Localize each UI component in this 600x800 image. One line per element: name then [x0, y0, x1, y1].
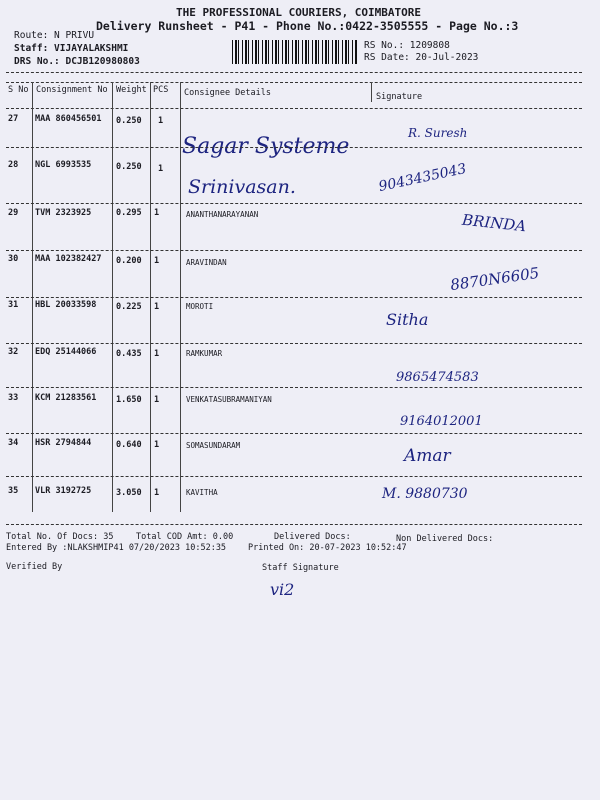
col-sno: S No	[8, 85, 29, 95]
row-sno: 33	[8, 393, 19, 403]
row-consignment: HBL 20033598	[35, 300, 97, 310]
handwritten-consignee: Srinivasan.	[188, 176, 296, 198]
signature: 9164012001	[400, 414, 483, 429]
total-docs: Total No. Of Docs: 35	[6, 532, 114, 542]
row-consignment: KCM 21283561	[35, 393, 97, 403]
consignee: KAVITHA	[186, 488, 218, 497]
signature: 9865474583	[396, 370, 479, 385]
signature: 8870N6605	[449, 263, 541, 295]
signature: R. Suresh	[408, 126, 468, 140]
row-pcs: 1	[154, 256, 160, 266]
row-pcs: 1	[154, 395, 160, 405]
row-pcs: 1	[154, 208, 160, 218]
signature: 9043435043	[377, 160, 468, 196]
non-delivered-docs: Non Delivered Docs:	[396, 534, 494, 544]
row-weight: 0.295	[116, 208, 142, 218]
runsheet-title: Delivery Runsheet - P41 - Phone No.:0422-3505555 - Page No.:3	[96, 19, 519, 33]
row-sno: 31	[8, 300, 19, 310]
row-sno: 29	[8, 208, 19, 218]
row-pcs: 1	[154, 349, 160, 359]
verified-by: Verified By	[6, 562, 63, 572]
row-consignment: VLR 3192725	[35, 486, 92, 496]
row-weight: 0.200	[116, 256, 142, 266]
row-consignment: EDQ 25144066	[35, 347, 97, 357]
entered-by: Entered By :NLAKSHMIP41 07/20/2023 10:52:35	[6, 543, 227, 553]
signature: BRINDA	[461, 210, 527, 236]
drs-number: DRS No.: DCJB120980803	[14, 56, 140, 67]
row-sno: 35	[8, 486, 19, 496]
staff-signature-label: Staff Signature	[262, 563, 339, 573]
delivered-docs: Delivered Docs:	[274, 532, 351, 542]
col-weight: Weight	[116, 85, 147, 95]
rs-number: RS No.: 1209808	[364, 40, 450, 51]
rs-date: RS Date: 20-Jul-2023	[364, 52, 479, 63]
consignee: ARAVINDAN	[186, 258, 227, 267]
row-consignment: TVM 2323925	[35, 208, 92, 218]
row-consignment: MAA 860456501	[35, 114, 102, 124]
route: Route: N PRIVU	[14, 30, 95, 41]
signature: M. 9880730	[382, 486, 468, 502]
printed-on: Printed On: 20-07-2023 10:52:47	[248, 543, 407, 553]
row-sno: 30	[8, 254, 19, 264]
row-sno: 32	[8, 347, 19, 357]
signature: Sitha	[386, 310, 429, 329]
row-pcs: 1	[158, 116, 164, 126]
total-cod: Total COD Amt: 0.00	[136, 532, 234, 542]
row-weight: 0.250	[116, 162, 142, 172]
row-sno: 34	[8, 438, 19, 448]
row-weight: 0.435	[116, 349, 142, 359]
col-consignment: Consignment No	[36, 85, 108, 95]
row-weight: 3.050	[116, 488, 142, 498]
row-pcs: 1	[154, 302, 160, 312]
row-pcs: 1	[154, 488, 160, 498]
row-weight: 0.250	[116, 116, 142, 126]
staff-signature: vi2	[270, 580, 295, 599]
consignee: RAMKUMAR	[186, 349, 223, 358]
row-consignment: NGL 6993535	[35, 160, 92, 170]
staff: Staff: VIJAYALAKSHMI	[14, 43, 129, 54]
company-title: THE PROFESSIONAL COURIERS, COIMBATORE	[176, 6, 422, 19]
consignee: MOROTI	[186, 302, 214, 311]
col-consignee: Consignee Details	[184, 88, 271, 98]
barcode	[232, 40, 358, 64]
row-weight: 1.650	[116, 395, 142, 405]
row-sno: 28	[8, 160, 19, 170]
col-signature: Signature	[376, 92, 423, 102]
consignee: ANANTHANARAYANAN	[186, 210, 259, 219]
row-sno: 27	[8, 114, 19, 124]
row-consignment: HSR 2794844	[35, 438, 92, 448]
consignee: VENKATASUBRAMANIYAN	[186, 395, 272, 404]
signature: Amar	[404, 446, 451, 466]
row-weight: 0.225	[116, 302, 142, 312]
handwritten-consignee: Sagar Systeme	[182, 134, 350, 159]
row-weight: 0.640	[116, 440, 142, 450]
col-pcs: PCS	[153, 85, 169, 95]
row-consignment: MAA 102382427	[35, 254, 102, 264]
row-pcs: 1	[154, 440, 160, 450]
row-pcs: 1	[158, 164, 164, 174]
consignee: SOMASUNDARAM	[186, 441, 241, 450]
